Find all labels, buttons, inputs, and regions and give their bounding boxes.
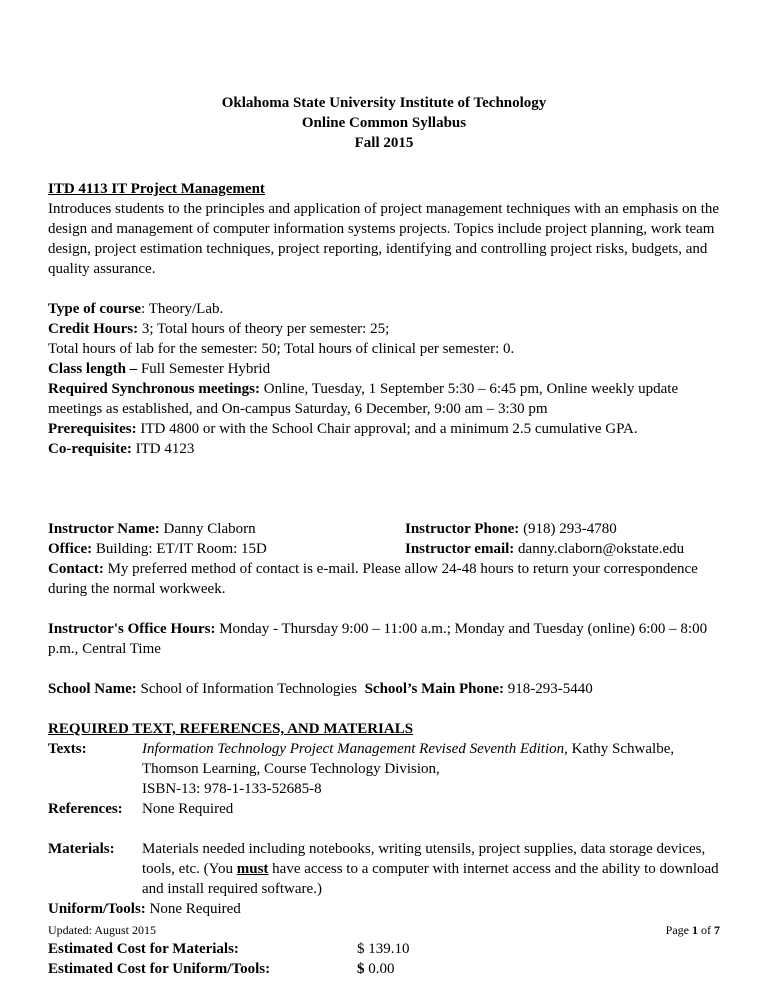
materials-value	[142, 839, 728, 899]
cost-materials-label: Estimated Cost for Materials:	[48, 941, 239, 957]
instructor-email	[405, 539, 684, 559]
footer-updated: Updated: August 2015	[48, 923, 156, 937]
course-section	[48, 179, 728, 279]
course-type-label: Type of course	[48, 301, 142, 317]
prerequisites-value: ITD 4800 or with the School Chair approval; and a minimum 2.5 cumulative GPA.	[136, 421, 638, 437]
page-of: of	[698, 923, 714, 937]
instructor-phone-label: Instructor Phone:	[405, 521, 520, 537]
cost-uniform-value	[357, 959, 395, 979]
references-label: References:	[48, 801, 123, 817]
lab-hours: Total hours of lab for the semester: 50; Total hours of clinical per semester: 0.	[48, 341, 515, 357]
page-current: 1	[692, 923, 698, 937]
cost-materials-value: $ 139.10	[357, 941, 410, 957]
references-value: None Required	[142, 801, 234, 817]
sync-meetings-label: Required Synchronous meetings:	[48, 381, 260, 397]
uniform-tools-label: Uniform/Tools:	[48, 901, 146, 917]
texts-label: Texts:	[48, 741, 87, 757]
corequisite-label: Co-requisite:	[48, 441, 132, 457]
class-length	[48, 359, 728, 379]
uniform-tools-value: None Required	[145, 901, 241, 917]
materials-section	[48, 719, 728, 979]
instructor-row-1	[48, 519, 728, 539]
office-hours	[48, 619, 728, 659]
school-info	[48, 679, 728, 699]
texts-entry	[48, 739, 728, 799]
school-phone-label: School’s Main Phone:	[364, 681, 505, 697]
document-header	[0, 93, 768, 153]
page-prefix: Page	[665, 923, 692, 937]
course-title: ITD 4113 IT Project Management	[48, 181, 265, 197]
texts-value	[142, 739, 728, 799]
institution-title: Oklahoma State University Institute of Technology	[221, 95, 547, 111]
materials-entry	[48, 839, 728, 899]
credit-hours-label: Credit Hours:	[48, 321, 139, 337]
corequisite-value: ITD 4123	[131, 441, 195, 457]
instructor-office-label: Office:	[48, 541, 93, 557]
term-title: Fall 2015	[354, 135, 414, 151]
texts-book-details: , Kathy Schwalbe, Thomson Learning, Course Technology Division,	[142, 741, 675, 777]
course-type	[48, 299, 728, 319]
office-hours-label: Instructor's Office Hours:	[48, 621, 216, 637]
course-description: Introduces students to the principles and application of project management techniques with an emphasis on the design and management of computer information systems projects. Topics include project planning, work team design, project estimation techniques, project reporting, identifying and controlling project risks, budgets, and quality assurance.	[48, 201, 720, 277]
instructor-email-label: Instructor email:	[405, 541, 515, 557]
materials-value-b: have access to a computer with internet access and the ability to download and install required software.)	[142, 861, 719, 897]
prerequisites	[48, 419, 728, 439]
sync-meetings	[48, 379, 728, 419]
materials-value-must: must	[236, 861, 269, 877]
texts-isbn: ISBN-13: 978-1-133-52685-8	[142, 781, 322, 797]
references-entry	[48, 799, 728, 839]
cost-uniform-label: Estimated Cost for Uniform/Tools:	[48, 961, 271, 977]
prerequisites-label: Prerequisites:	[48, 421, 137, 437]
materials-label: Materials:	[48, 841, 115, 857]
instructor-info	[48, 519, 728, 599]
instructor-office	[48, 541, 267, 557]
cost-uniform-amount: 0.00	[364, 961, 395, 977]
office-hours-value: Monday - Thursday 9:00 – 11:00 a.m.; Monday and Tuesday (online) 6:00 – 8:00 p.m., Central Time	[48, 621, 708, 657]
class-length-value: Full Semester Hybrid	[137, 361, 271, 377]
instructor-contact-label: Contact:	[48, 561, 104, 577]
school-name-value: School of Information Technologies	[136, 681, 365, 697]
school-name-label: School Name:	[48, 681, 137, 697]
cost-materials-row	[48, 939, 728, 959]
instructor-name-value: Danny Claborn	[159, 521, 256, 537]
cost-uniform-sign: $	[357, 961, 365, 977]
instructor-phone-value: (918) 293-4780	[519, 521, 617, 537]
instructor-phone	[405, 519, 617, 539]
uniform-tools	[48, 899, 728, 919]
course-details	[48, 299, 728, 459]
footer-page-number	[666, 923, 720, 937]
corequisite	[48, 439, 728, 459]
instructor-email-value[interactable]: danny.claborn@okstate.edu	[514, 541, 685, 557]
instructor-row-2	[48, 539, 728, 559]
instructor-contact-value: My preferred method of contact is e-mail. Please allow 24-48 hours to return your correspondence during the normal workweek.	[48, 561, 698, 597]
page-total: 7	[714, 923, 720, 937]
credit-hours-value: 3; Total hours of theory per semester: 25;	[138, 321, 390, 337]
instructor-name	[48, 521, 256, 537]
cost-uniform-row	[48, 959, 728, 979]
course-type-value: : Theory/Lab.	[141, 301, 224, 317]
instructor-contact	[48, 559, 728, 599]
instructor-name-label: Instructor Name:	[48, 521, 160, 537]
instructor-office-value: Building: ET/IT Room: 15D	[92, 541, 267, 557]
school-phone-value: 918-293-5440	[504, 681, 593, 697]
credit-hours	[48, 319, 728, 339]
syllabus-title: Online Common Syllabus	[301, 115, 467, 131]
materials-heading: REQUIRED TEXT, REFERENCES, AND MATERIALS	[48, 721, 414, 737]
class-length-label: Class length –	[48, 361, 138, 377]
sync-meetings-value: Online, Tuesday, 1 September 5:30 – 6:45 pm, Online weekly update meetings as established, and On-campus Saturday, 6 December, 9:00 am – 3:30 pm	[48, 381, 679, 417]
texts-book-title: Information Technology Project Management Revised Seventh Edition	[142, 741, 565, 757]
materials-value-a: Materials needed including notebooks, writing utensils, project supplies, data storage devices, tools, etc. (You	[142, 841, 706, 877]
